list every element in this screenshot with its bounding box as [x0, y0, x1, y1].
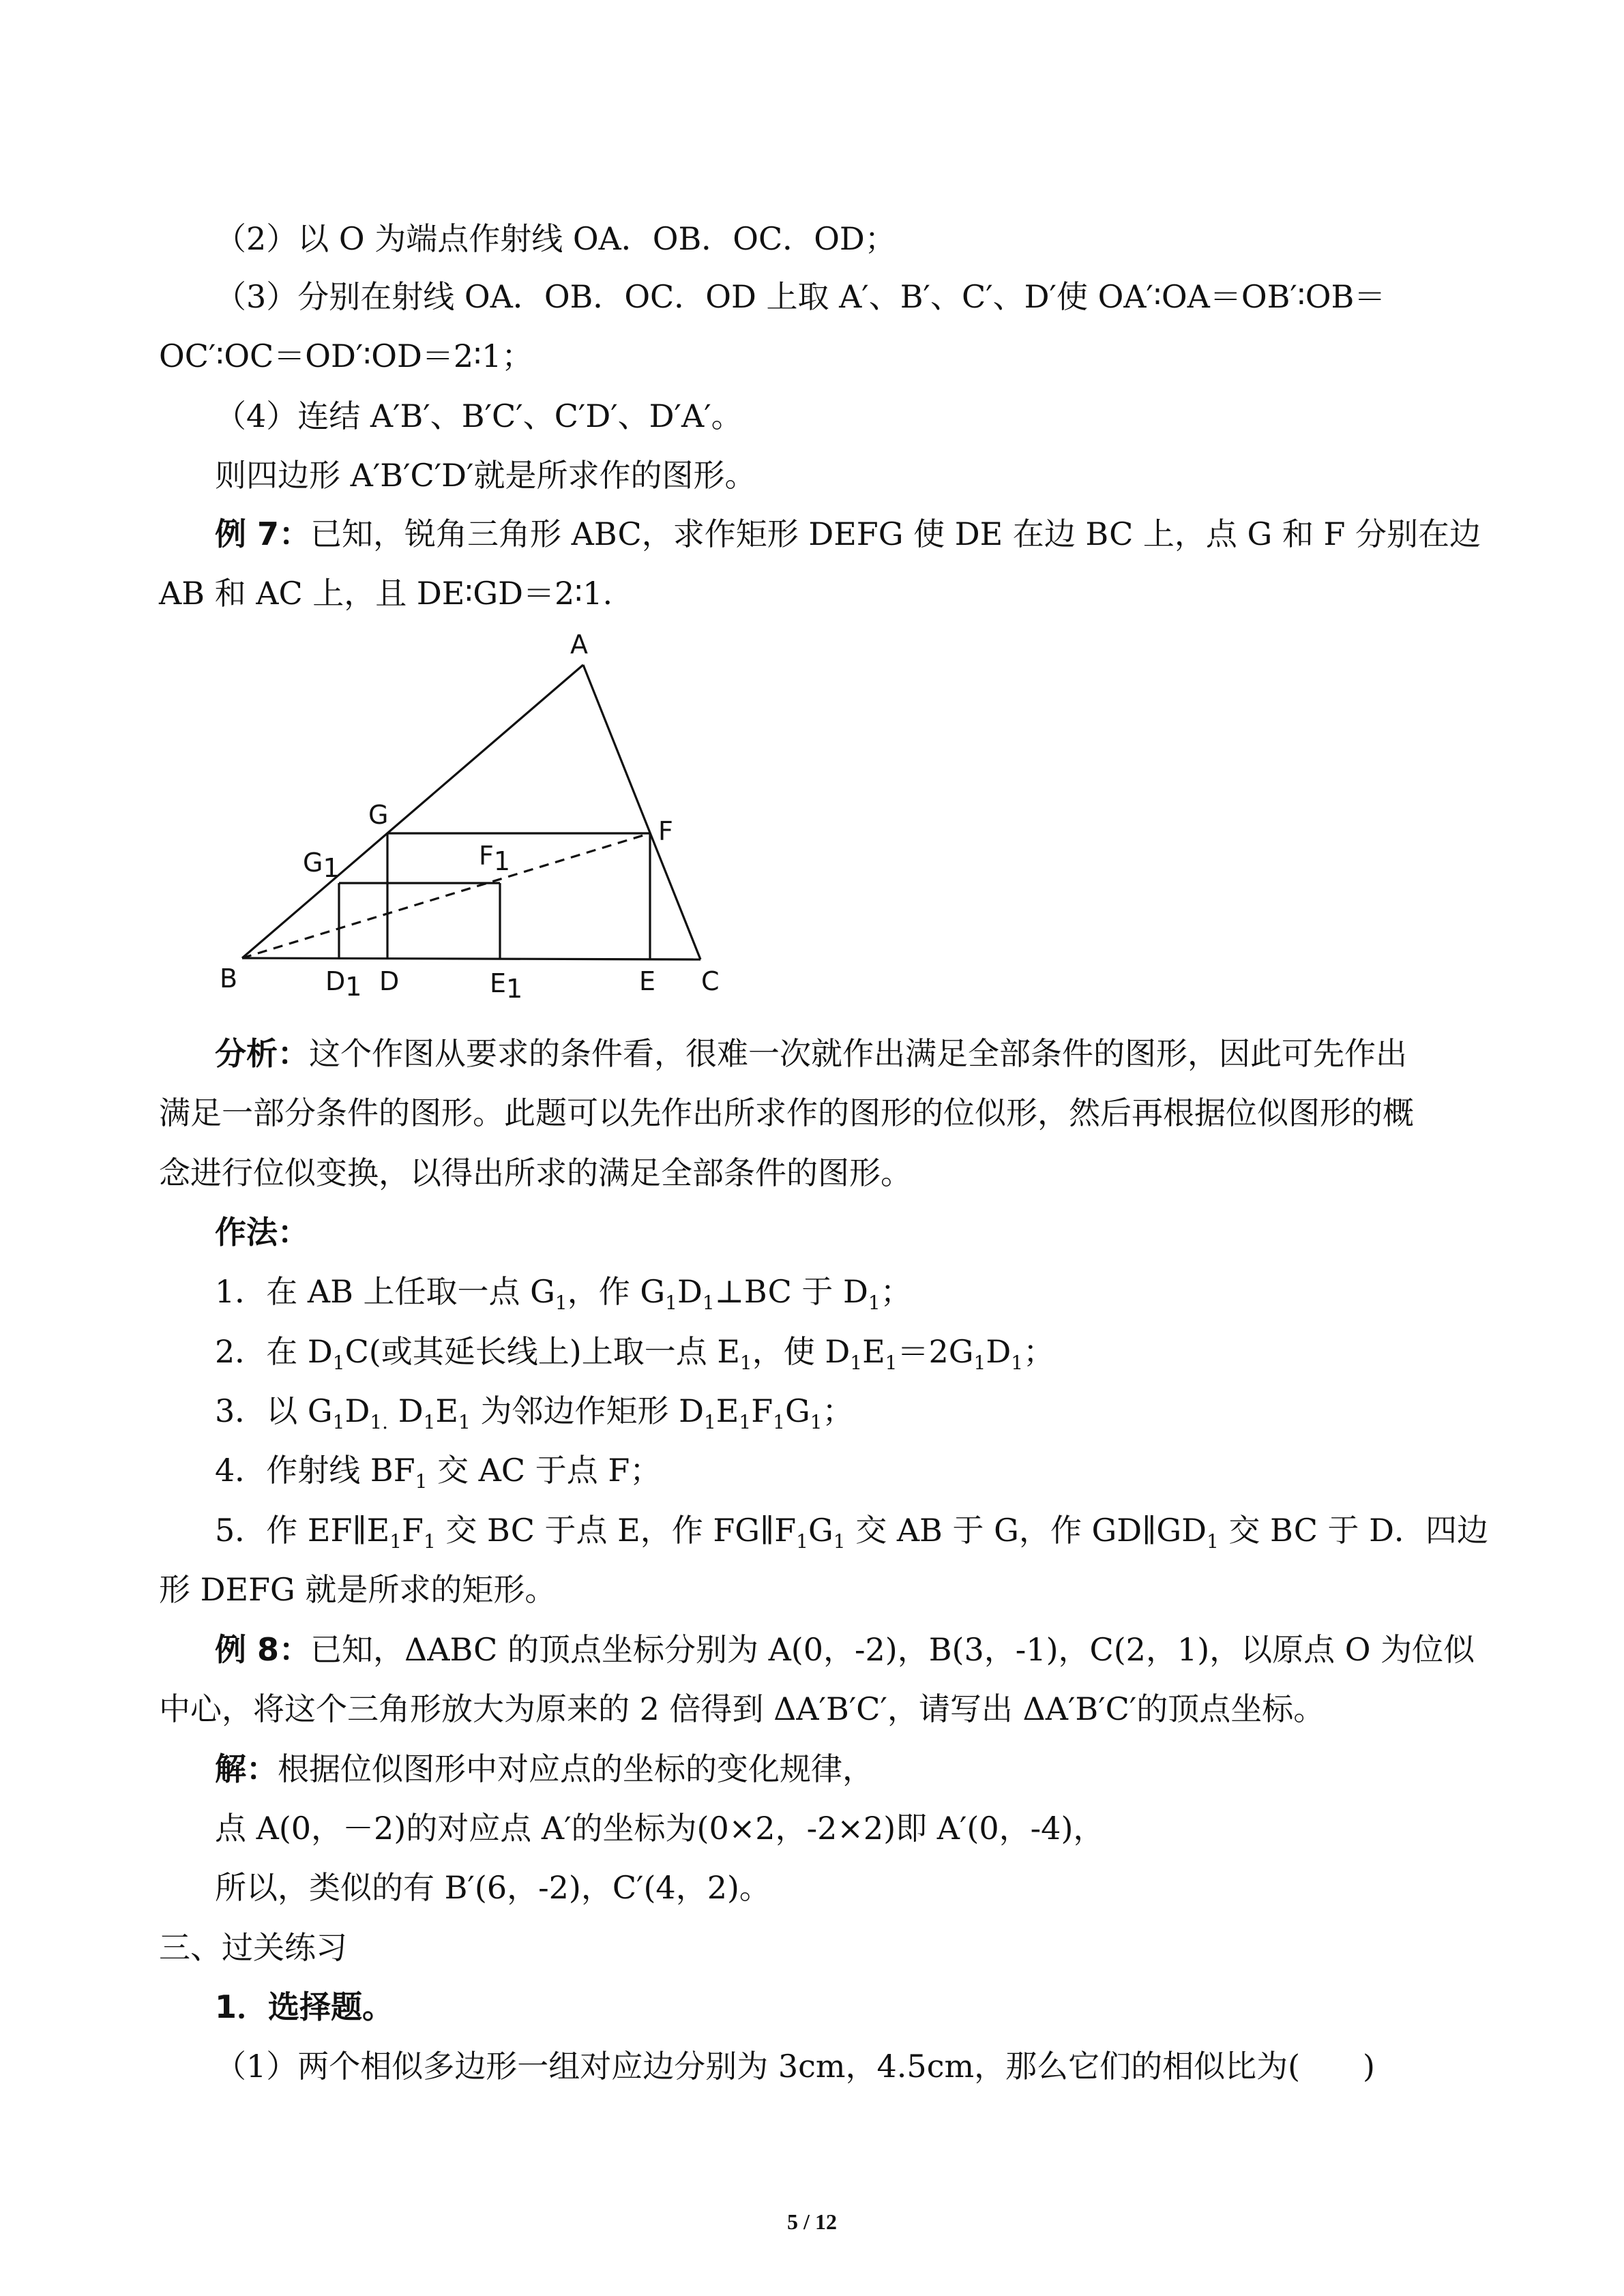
step-text: E — [435, 1392, 459, 1429]
subscript: 1 — [739, 1352, 752, 1375]
method-step-5-cont — [159, 1569, 556, 1610]
step-text: ； — [1023, 1333, 1055, 1370]
subscript: 1 — [423, 1411, 436, 1434]
step-text: ，使 D — [752, 1333, 851, 1370]
label-f: F — [658, 816, 673, 846]
subscript: 1 — [332, 1352, 345, 1375]
step-text: E — [715, 1392, 739, 1429]
step-text: D — [677, 1273, 703, 1310]
solution-text: 根据位似图形中对应点的坐标的变化规律， — [278, 1750, 874, 1787]
subscript: 1 — [885, 1352, 898, 1375]
step-text: 4．作射线 BF — [215, 1452, 415, 1489]
subscript: 1 — [703, 1411, 716, 1434]
analysis-line — [215, 1033, 1407, 1074]
example-7-line — [215, 513, 1481, 554]
step-text: 为邻边作矩形 D — [470, 1392, 704, 1429]
method-heading — [215, 1212, 309, 1253]
subscript: 1. — [370, 1411, 389, 1434]
subscript: 1 — [773, 1411, 785, 1434]
label-g1: G1 — [303, 848, 340, 883]
step-text: F — [402, 1512, 424, 1549]
step-text: C(或其延长线上)上取一点 E — [344, 1333, 740, 1370]
subscript: 1 — [739, 1411, 752, 1434]
side-ac — [583, 665, 700, 959]
side-ab — [242, 665, 583, 958]
label-a: A — [570, 629, 588, 659]
step-text: 1．在 AB 上任取一点 G — [215, 1273, 555, 1310]
step-4-line: （4）连结 A′B′、B′C′、C′D′、D′A′。 — [215, 398, 743, 434]
analysis-label: 分析： — [215, 1035, 309, 1072]
subscript: 1 — [796, 1530, 808, 1553]
question-1-heading — [215, 1986, 394, 2027]
method-label: 作法： — [215, 1214, 309, 1251]
step-3-line: （3）分别在射线 OA．OB．OC．OD 上取 A′、B′、C′、D′使 OA′∶OA＝OB′∶OB＝ — [215, 278, 1386, 315]
method-step-5 — [215, 1510, 1488, 1551]
triangle-figure — [218, 617, 737, 1006]
subscript: 1 — [389, 1530, 402, 1553]
label-d: D — [379, 966, 400, 996]
example-8-line-cont: 中心，将这个三角形放大为原来的 2 倍得到 ΔA′B′C′，请写出 ΔA′B′C′的顶点坐标。 — [159, 1690, 1325, 1727]
step-text: F — [751, 1392, 773, 1429]
side-bc — [242, 958, 700, 959]
subscript: 1 — [868, 1292, 881, 1315]
section-3-heading: 三、过关练习 — [159, 1929, 347, 1966]
step-2-line: （2）以 O 为端点作射线 OA．OB．OC．OD； — [215, 220, 896, 257]
step-text: D — [344, 1392, 370, 1429]
step-text: 交 AC 于点 F； — [427, 1452, 662, 1489]
step-text: 交 AB 于 G，作 GD∥GD — [845, 1512, 1207, 1549]
example-8-line — [215, 1629, 1475, 1670]
example-8-text: 已知，ΔABC 的顶点坐标分别为 A(0，-2)，B(3，-1)，C(2，1)，以原点 O 为位似 — [310, 1631, 1475, 1668]
label-b: B — [220, 964, 238, 994]
label-d1: D1 — [325, 966, 362, 1002]
subscript: 1 — [555, 1292, 567, 1315]
solution-line — [215, 1748, 874, 1789]
step-text: 交 BC 于点 E，作 FG∥F — [435, 1512, 797, 1549]
label-e: E — [639, 966, 656, 996]
step-text: ＝2G — [897, 1333, 974, 1370]
solution-line-3: 所以，类似的有 B′(6，-2)，C′(4，2)。 — [215, 1869, 771, 1906]
subscript: 1 — [850, 1352, 863, 1375]
conclusion-line: 则四边形 A′B′C′D′就是所求作的图形。 — [215, 457, 756, 494]
example-7-text: 已知，锐角三角形 ABC，求作矩形 DEFG 使 DE 在边 BC 上，点 G 和 F 分别在边 — [310, 516, 1481, 552]
step-text: D — [986, 1333, 1012, 1370]
method-step-1 — [215, 1271, 912, 1315]
analysis-text: 这个作图从要求的条件看，很难一次就作出满足全部条件的图形，因此可先作出 — [309, 1035, 1407, 1072]
step-text: ⊥BC 于 D — [714, 1273, 868, 1310]
analysis-line-3: 念进行位似变换，以得出所求的满足全部条件的图形。 — [159, 1154, 912, 1191]
step-text: G — [808, 1512, 833, 1549]
subscript: 1 — [1206, 1530, 1219, 1553]
step-text: 交 BC 于 D．四边 — [1218, 1512, 1489, 1549]
method-step-4 — [215, 1450, 661, 1491]
step-text: E — [862, 1333, 885, 1370]
method-step-3 — [215, 1390, 854, 1434]
step-text: ，作 G — [567, 1273, 666, 1310]
step-text: 2．在 D — [215, 1333, 333, 1370]
step-text: 5．作 EF∥E — [215, 1512, 390, 1549]
label-c: C — [701, 966, 720, 996]
question-1-1: （1）两个相似多边形一组对应边分别为 3cm，4.5cm，那么它们的相似比为( ) — [215, 2048, 1375, 2085]
question-1-label: 1．选择题。 — [215, 1988, 394, 2025]
analysis-line-2: 满足一部分条件的图形。此题可以先作出所求作的图形的位似形，然后再根据位似图形的概 — [159, 1094, 1414, 1131]
step-text: ； — [880, 1273, 912, 1310]
step-text: 形 DEFG 就是所求的矩形。 — [159, 1571, 557, 1608]
label-e1: E1 — [490, 968, 523, 1004]
step-3-line-cont: OC′∶OC＝OD′∶OD＝2∶1； — [159, 338, 533, 374]
example-7-label: 例 7： — [215, 516, 311, 552]
solution-line-2: 点 A(0，－2)的对应点 A′的坐标为(0×2，-2×2)即 A′(0，-4)， — [215, 1810, 1105, 1847]
subscript: 1 — [810, 1411, 823, 1434]
method-step-2 — [215, 1331, 1055, 1375]
subscript: 1 — [458, 1411, 471, 1434]
step-text: D — [388, 1392, 424, 1429]
subscript: 1 — [665, 1292, 677, 1315]
step-text: ； — [822, 1392, 854, 1429]
page-number: 5 / 12 — [787, 2209, 837, 2234]
label-f1: F1 — [479, 841, 511, 876]
step-text: 3．以 G — [215, 1392, 333, 1429]
subscript: 1 — [423, 1530, 436, 1553]
example-7-line-cont: AB 和 AC 上，且 DE∶GD＝2∶1. — [159, 575, 613, 612]
step-text: G — [784, 1392, 810, 1429]
subscript: 1 — [332, 1411, 345, 1434]
label-g: G — [368, 800, 389, 830]
subscript: 1 — [833, 1530, 846, 1553]
example-8-label: 例 8： — [215, 1631, 311, 1668]
solution-label: 解： — [215, 1750, 278, 1787]
subscript: 1 — [415, 1470, 428, 1493]
subscript: 1 — [702, 1292, 715, 1315]
subscript: 1 — [973, 1352, 986, 1375]
subscript: 1 — [1011, 1352, 1024, 1375]
